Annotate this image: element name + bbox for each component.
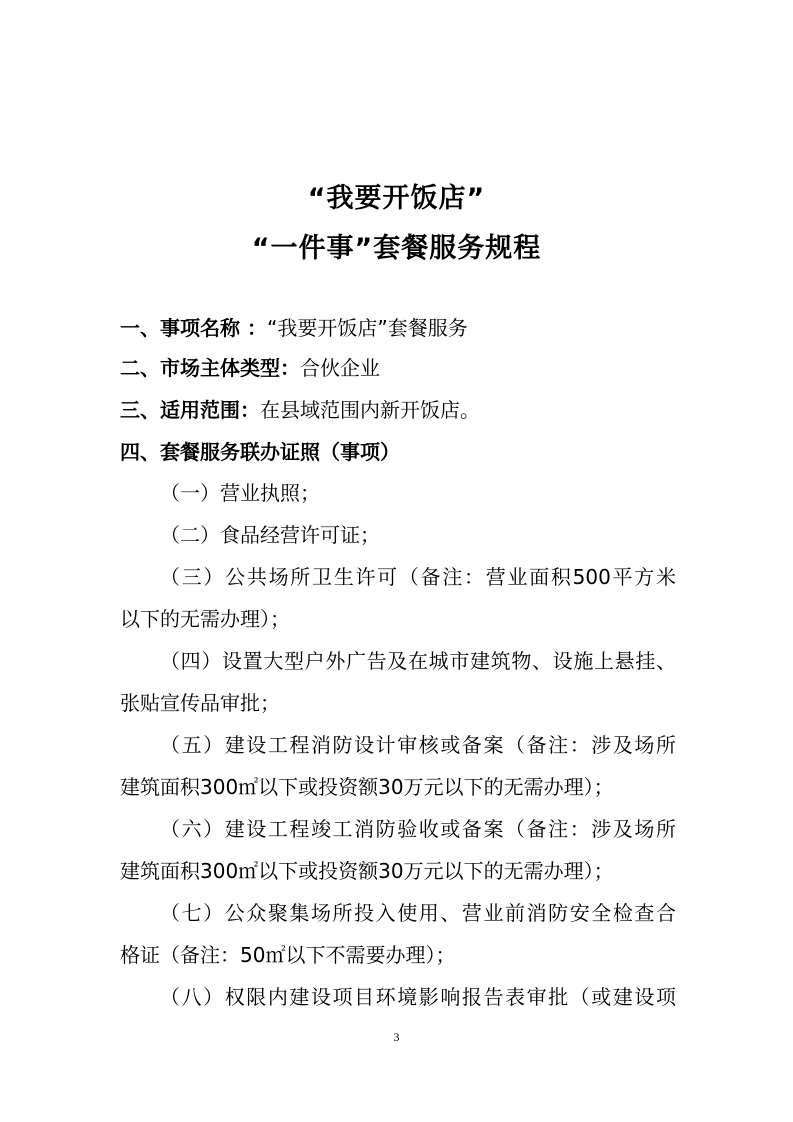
section-label: 四、套餐服务联办证照（事项） <box>120 440 400 464</box>
list-item-5-line-2: 建筑面积300㎡以下或投资额30万元以下的无需办理）； <box>120 775 614 799</box>
list-item-6-line-1: （六）建设工程竣工消防验收或备案（备注：涉及场所 <box>160 817 676 841</box>
page-number: 3 <box>393 1030 400 1044</box>
list-item-4-line-1: （四）设置大型户外广告及在城市建筑物、设施上悬挂、 <box>160 649 676 673</box>
title-line-1: “我要开饭店” <box>307 183 486 214</box>
section-entity-type <box>120 354 380 382</box>
section-item-name <box>120 314 468 342</box>
list-item-6-line-2: 建筑面积300㎡以下或投资额30万元以下的无需办理）； <box>120 859 614 883</box>
section-label: 三、适用范围： <box>120 398 260 422</box>
list-item-1: （一）营业执照； <box>160 481 320 505</box>
list-item-4-line-2: 张贴宣传品审批； <box>120 691 280 715</box>
section-license-list <box>120 438 400 466</box>
title-line-2: “一件事”套餐服务规程 <box>251 233 542 264</box>
list-item-8-line-1: （八）权限内建设项目环境影响报告表审批（或建设项 <box>160 985 676 1009</box>
list-item-7-line-2: 格证（备注：50㎡以下不需要办理）； <box>120 943 456 967</box>
list-item-3-line-2: 以下的无需办理）； <box>120 607 290 631</box>
section-value: “我要开饭店”套餐服务 <box>266 316 468 340</box>
list-item-7-line-1: （七）公众聚集场所投入使用、营业前消防安全检查合 <box>160 901 676 925</box>
section-label: 二、市场主体类型： <box>120 356 300 380</box>
list-item-2: （二）食品经营许可证； <box>160 523 380 547</box>
section-scope <box>120 396 480 424</box>
list-item-3-line-1: （三）公共场所卫生许可（备注：营业面积500平方米 <box>160 565 676 589</box>
list-item-5-line-1: （五）建设工程消防设计审核或备案（备注：涉及场所 <box>160 733 676 757</box>
section-label: 一、事项名称 ： <box>120 316 267 340</box>
section-value: 在县域范围内新开饭店。 <box>260 398 480 422</box>
section-value: 合伙企业 <box>300 356 380 380</box>
